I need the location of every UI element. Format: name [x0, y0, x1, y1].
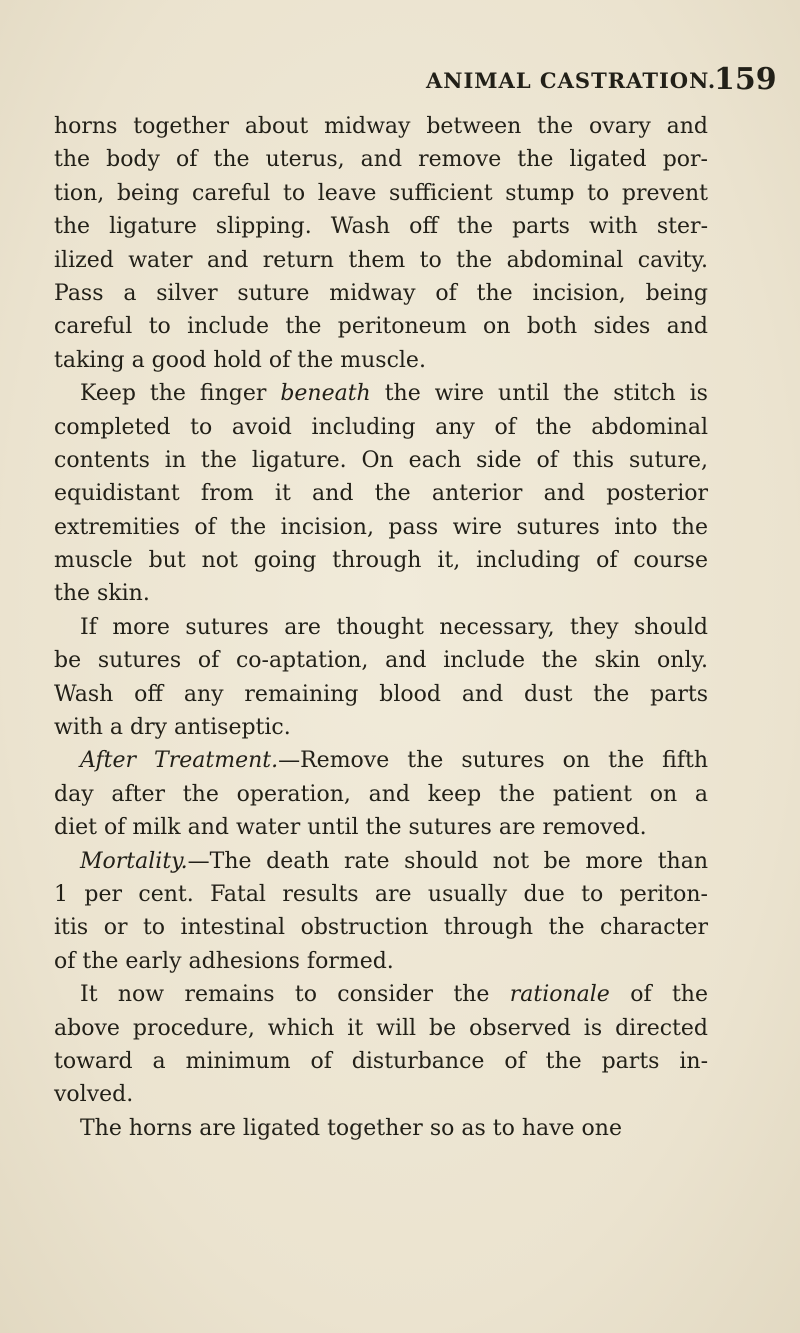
text-line: above procedure, which it will be observed is directed — [54, 1015, 708, 1041]
text-line: Pass a silver suture midway of the incision, being — [54, 280, 708, 306]
text-line: day after the operation, and keep the patient on a — [54, 781, 708, 807]
text-line: If more sutures are thought necessary, they should — [80, 614, 708, 640]
text-run: the wire until the stitch is — [384, 381, 708, 407]
text-line: the skin. — [54, 581, 150, 607]
section-heading-mortality: Mortality. — [80, 848, 188, 874]
text-run: —The death rate should not be more than — [187, 848, 708, 874]
page-header — [0, 62, 800, 108]
text-run: —Remove the sutures on the fifth — [278, 748, 708, 774]
body-text — [54, 110, 708, 1145]
text-line: volved. — [54, 1082, 134, 1108]
text-line: completed to avoid including any of the abdominal — [54, 414, 708, 440]
text-line: taking a good hold of the muscle. — [54, 347, 426, 373]
text-line: ilized water and return them to the abdominal cavity. — [54, 247, 708, 273]
text-line: contents in the ligature. On each side of this suture, — [54, 447, 708, 473]
text-line — [54, 377, 708, 410]
text-line — [54, 978, 708, 1011]
text-line: equidistant from it and the anterior and posterior — [54, 481, 708, 507]
text-line: diet of milk and water until the sutures are removed. — [54, 815, 647, 841]
emphasis-beneath: beneath — [280, 381, 371, 407]
text-line: toward a minimum of disturbance of the parts in- — [54, 1048, 708, 1074]
text-line: The horns are ligated together so as to have one — [80, 1115, 622, 1141]
text-line: the body of the uterus, and remove the ligated por- — [54, 147, 708, 173]
text-line: the ligature slipping. Wash off the parts with ster- — [54, 214, 708, 240]
running-head: ANIMAL CASTRATION. — [426, 68, 717, 93]
text-line: tion, being careful to leave sufficient stump to prevent — [54, 180, 708, 206]
text-line: careful to include the peritoneum on both sides and — [54, 314, 708, 340]
text-line: 1 per cent. Fatal results are usually due to periton- — [54, 881, 708, 907]
text-line: horns together about midway between the ovary and — [54, 114, 708, 139]
text-run: It now remains to consider the — [80, 982, 490, 1008]
text-line: muscle but not going through it, including of course — [54, 548, 708, 574]
text-run: of the — [630, 982, 708, 1008]
text-line: itis or to intestinal obstruction through the character — [54, 915, 708, 941]
text-line: extremities of the incision, pass wire sutures into the — [54, 514, 708, 540]
text-line — [54, 845, 708, 878]
text-line — [54, 744, 708, 777]
page-number: 159 — [714, 62, 777, 97]
text-line: Wash off any remaining blood and dust the parts — [54, 681, 708, 707]
section-heading-after-treatment: After Treatment. — [80, 748, 279, 774]
text-run: Keep the finger — [80, 381, 267, 407]
text-line: be sutures of co-aptation, and include the skin only. — [54, 648, 708, 674]
emphasis-rationale: rationale — [509, 982, 610, 1008]
text-line: of the early adhesions formed. — [54, 948, 394, 974]
text-line: with a dry antiseptic. — [54, 715, 291, 741]
